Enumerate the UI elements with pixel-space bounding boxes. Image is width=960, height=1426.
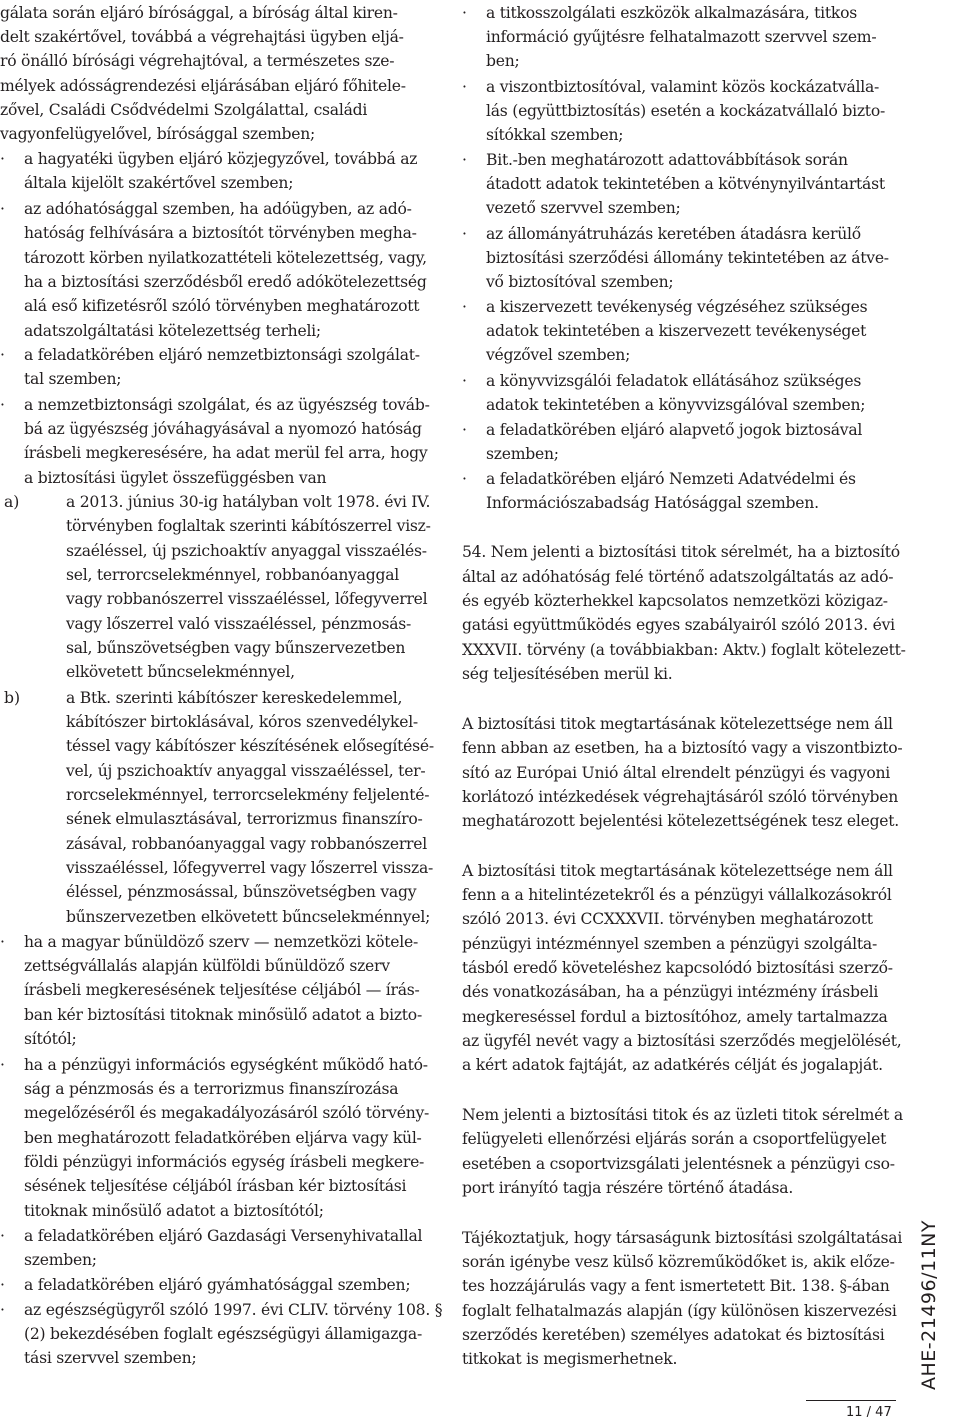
- text-line: sel, terrorcselekménnyel, robbanóanyaggal: [66, 566, 400, 584]
- text-line: kábítószer birtoklásával, kóros szenvedélykel-: [66, 713, 418, 731]
- text-line: a kért adatok fajtáját, az adatkérés célját és jogalapját.: [462, 1056, 883, 1074]
- text-line: ség teljesítésében merül ki.: [462, 665, 673, 683]
- text-line: vagy lőszerrel való visszaéléssel, pénzmosás-: [66, 615, 412, 633]
- text-line: sal, bűnszövetségben vagy bűnszervezetben: [66, 639, 406, 657]
- text-line: fenn abban az esetben, ha a biztosító vagy a viszontbizto-: [462, 739, 903, 757]
- text-line: az egészségügyről szóló 1997. évi CLIV. törvény 108. §: [24, 1301, 443, 1319]
- text-line: ró önálló bírósági végrehajtóval, a természetes sze-: [0, 52, 395, 70]
- text-line: foglalt felhatalmazás alapján (így különösen kiszervezési: [462, 1302, 897, 1320]
- text-line: ha a magyar bűnüldöző szerv — nemzetközi kötele-: [24, 933, 418, 951]
- bullet-marker: ·: [0, 200, 5, 218]
- text-line: ság a pénzmosás és a terrorizmus finanszírozása: [24, 1080, 399, 1098]
- text-line: A biztosítási titok megtartásának kötelezettsége nem áll: [462, 862, 893, 880]
- text-line: téssel vagy kábítószer készítésének elősegítésé-: [66, 737, 434, 755]
- text-line: szóló 2013. évi CCXXXVII. törvényben meghatározott: [462, 910, 873, 928]
- text-line: XXXVII. törvény (a továbbiakban: Aktv.) foglalt kötelezett-: [462, 641, 906, 659]
- bullet-marker: ·: [0, 1301, 5, 1319]
- text-line: sésének teljesítése céljából írásban kér biztosítási: [24, 1177, 407, 1195]
- text-line: a biztosítási ügylet összefüggésben van: [24, 469, 327, 487]
- text-line: vő biztosítóval szemben;: [486, 273, 674, 291]
- text-line: A biztosítási titok megtartásának kötelezettsége nem áll: [462, 715, 893, 733]
- text-line: dés vonatkozásában, ha a pénzügyi intézmény írásbeli: [462, 983, 879, 1001]
- text-line: Tájékoztatjuk, hogy társaságunk biztosítási szolgáltatásai: [462, 1229, 903, 1247]
- bullet-marker: ·: [462, 151, 467, 169]
- text-line: vezető szervvel szemben;: [486, 199, 681, 217]
- text-line: sító az Európai Unió által elrendelt pénzügyi és vagyoni: [462, 764, 890, 782]
- text-line: Bit.-ben meghatározott adattovábbítások során: [486, 151, 848, 169]
- text-line: megkereséssel fordul a biztosítóhoz, amely tartalmazza: [462, 1008, 888, 1026]
- text-line: adatok tekintetében a kiszervezett tevékenységet: [486, 322, 867, 340]
- bullet-marker: ·: [462, 470, 467, 488]
- text-line: az állományátruházás keretében átadásra kerülő: [486, 225, 861, 243]
- text-line: a hagyatéki ügyben eljáró közjegyzővel, továbbá az: [24, 150, 418, 168]
- text-line: visszaéléssel, lőfegyverrel vagy lőszerrel vissza-: [66, 859, 434, 877]
- text-line: lás (együttbiztosítás) esetén a kockázatvállaló bizto-: [486, 102, 885, 120]
- text-line: fenn a a hitelintézetekről és a pénzügyi vállalkozásokról: [462, 886, 892, 904]
- text-line: szerződés keretében) személyes adatokat és biztosítási: [462, 1326, 885, 1344]
- text-line: gálata során eljáró bírósággal, a bíróság által kiren-: [0, 4, 398, 22]
- document-code: AHE-21496/11NY: [918, 1220, 940, 1390]
- text-line: bűnszervezetben elkövetett bűncselekménnyel;: [66, 908, 431, 926]
- text-line: szemben;: [24, 1251, 97, 1269]
- text-line: átadott adatok tekintetében a kötvénynyilvántartást: [486, 175, 885, 193]
- text-line: 54. Nem jelenti a biztosítási titok sérelmét, ha a biztosító: [462, 543, 900, 561]
- text-line: rorcselekménnyel, terrorcselekmény feljelenté-: [66, 786, 430, 804]
- bullet-marker: ·: [0, 933, 5, 951]
- text-line: tásból eredő követeléshez kapcsolódó biztosítási szerző-: [462, 959, 893, 977]
- text-line: ban kér biztosítási titoknak minősülő adatot a bizto-: [24, 1006, 422, 1024]
- list-marker-b: b): [4, 689, 21, 707]
- text-line: a feladatkörében eljáró gyámhatósággal szemben;: [24, 1276, 411, 1294]
- text-line: (2) bekezdésében foglalt egészségügyi államigazga-: [24, 1325, 422, 1343]
- text-line: Nem jelenti a biztosítási titok és az üzleti titok sérelmét a: [462, 1106, 903, 1124]
- text-line: vel, új pszichoaktív anyaggal visszaéléssel, ter-: [66, 762, 426, 780]
- text-line: megelőzéséről és megakadályozásáról szóló törvény-: [24, 1104, 430, 1122]
- text-line: tározott körben nyilatkozattételi kötelezettség, vagy,: [24, 249, 427, 267]
- text-line: és egyéb közterhekkel kapcsolatos nemzetközi közigaz-: [462, 592, 888, 610]
- text-line: pénzügyi intézménnyel szemben a pénzügyi szolgálta-: [462, 935, 877, 953]
- bullet-marker: ·: [0, 346, 5, 364]
- text-line: a titkosszolgálati eszközök alkalmazására, titkos: [486, 4, 857, 22]
- text-line: a feladatkörében eljáró nemzetbiztonsági szolgálat-: [24, 346, 420, 364]
- text-line: zővel, Családi Csődvédelmi Szolgálattal, családi: [0, 101, 368, 119]
- text-line: sének elmulasztásával, terrorizmus finanszíro-: [66, 810, 423, 828]
- text-line: port irányító tagja részére történő átadása.: [462, 1179, 794, 1197]
- bullet-marker: ·: [0, 1227, 5, 1245]
- text-line: a nemzetbiztonsági szolgálat, és az ügyészség továb-: [24, 396, 430, 414]
- text-line: szemben;: [486, 445, 559, 463]
- bullet-marker: ·: [0, 1056, 5, 1074]
- text-line: felügyeleti ellenőrzési eljárás során a csoportfelügyelet: [462, 1130, 887, 1148]
- text-line: titkokat is megismerhetnek.: [462, 1350, 678, 1368]
- text-line: végzővel szemben;: [486, 346, 631, 364]
- text-line: adatszolgáltatási kötelezettség terheli;: [24, 322, 321, 340]
- text-line: a viszontbiztosítóval, valamint közös kockázatválla-: [486, 78, 880, 96]
- text-line: sítótól;: [24, 1030, 77, 1048]
- text-line: hatóság felhívására a biztosítót törvényben megha-: [24, 224, 417, 242]
- text-line: zásával, robbanóanyaggal vagy robbanószerrel: [66, 835, 427, 853]
- text-line: biztosítási szerződési állomány tekintetében az átve-: [486, 249, 889, 267]
- text-line: ha a biztosítási szerződésből eredő adókötelezettség: [24, 273, 427, 291]
- text-line: a kiszervezett tevékenység végzéséhez szükséges: [486, 298, 868, 316]
- text-line: ben meghatározott feladatkörében eljárva vagy kül-: [24, 1129, 422, 1147]
- text-line: korlátozó intézkedések végrehajtásáról szóló törvényben: [462, 788, 899, 806]
- text-line: a Btk. szerinti kábítószer kereskedelemmel,: [66, 689, 403, 707]
- text-line: a könyvvizsgálói feladatok ellátásához szükséges: [486, 372, 862, 390]
- text-line: az adóhatósággal szemben, ha adóügyben, az adó-: [24, 200, 412, 218]
- footer-divider: [806, 1400, 896, 1401]
- bullet-marker: ·: [0, 396, 5, 414]
- list-marker-a: a): [4, 493, 20, 511]
- text-line: sítókkal szemben;: [486, 126, 624, 144]
- bullet-marker: ·: [462, 421, 467, 439]
- bullet-marker: ·: [462, 225, 467, 243]
- text-line: alá eső kifizetésről szóló törvényben meghatározott: [24, 297, 420, 315]
- bullet-marker: ·: [0, 150, 5, 168]
- bullet-marker: ·: [0, 1276, 5, 1294]
- text-line: mélyek adósságrendezési eljárásában eljáró főhitele-: [0, 77, 406, 95]
- text-line: éléssel, pénzmosással, bűnszövetségben vagy: [66, 883, 417, 901]
- text-line: földi pénzügyi információs egység írásbeli megkere-: [24, 1153, 425, 1171]
- text-line: a 2013. június 30-ig hatályban volt 1978. évi IV.: [66, 493, 431, 511]
- text-line: általa kijelölt szakértővel szemben;: [24, 174, 294, 192]
- text-line: bá az ügyészség jóváhagyásával a nyomozó hatóság: [24, 420, 422, 438]
- bullet-marker: ·: [462, 78, 467, 96]
- text-line: által az adóhatóság felé történő adatszolgáltatás az adó-: [462, 568, 894, 586]
- page-number: 11 / 47: [846, 1405, 892, 1420]
- text-line: titoknak minősülő adatot a biztosítótól;: [24, 1202, 324, 1220]
- text-line: a feladatkörében eljáró Gazdasági Versenyhivatallal: [24, 1227, 423, 1245]
- text-line: zettségvállalás alapján külföldi bűnüldöző szerv: [24, 957, 390, 975]
- text-line: információ gyűjtésre felhatalmazott szervvel szem-: [486, 28, 877, 46]
- text-line: esetében a csoportvizsgálati jelentésnek a pénzügyi cso-: [462, 1155, 895, 1173]
- text-line: tal szemben;: [24, 370, 122, 388]
- text-line: során igénybe vesz külső közreműködőket is, akik előze-: [462, 1253, 895, 1271]
- text-line: delt szakértővel, továbbá a végrehajtási ügyben eljá-: [0, 28, 404, 46]
- text-line: írásbeli megkeresésének teljesítése céljából — írás-: [24, 981, 420, 999]
- text-line: vagyonfelügyelővel, bírósággal szemben;: [0, 125, 316, 143]
- text-line: meghatározott bejelentési kötelezettségének tesz eleget.: [462, 812, 900, 830]
- text-line: vagy robbanószerrel visszaéléssel, lőfegyverrel: [66, 590, 428, 608]
- text-line: Információszabadság Hatósággal szemben.: [486, 494, 819, 512]
- text-line: gatási együttműködés egyes szabályairól szóló 2013. évi: [462, 616, 895, 634]
- text-line: elkövetett bűncselekménnyel,: [66, 663, 295, 681]
- text-line: adatok tekintetében a könyvvizsgálóval szemben;: [486, 396, 866, 414]
- text-line: a feladatkörében eljáró Nemzeti Adatvédelmi és: [486, 470, 856, 488]
- bullet-marker: ·: [462, 4, 467, 22]
- text-line: tes hozzájárulás vagy a fent ismertetett Bit. 138. §-ában: [462, 1277, 890, 1295]
- text-line: írásbeli megkeresésére, ha adat merül fel arra, hogy: [24, 444, 428, 462]
- text-line: az ügyfél nevét vagy a biztosítási szerződés megjelölését,: [462, 1032, 902, 1050]
- text-line: ha a pénzügyi információs egységként működő ható-: [24, 1056, 428, 1074]
- bullet-marker: ·: [462, 298, 467, 316]
- text-line: ben;: [486, 52, 520, 70]
- text-line: szaéléssel, új pszichoaktív anyaggal visszaélés-: [66, 542, 427, 560]
- bullet-marker: ·: [462, 372, 467, 390]
- text-line: törvényben foglaltak szerinti kábítószerrel visz-: [66, 517, 431, 535]
- text-line: tási szervvel szemben;: [24, 1349, 197, 1367]
- text-line: a feladatkörében eljáró alapvető jogok biztosával: [486, 421, 863, 439]
